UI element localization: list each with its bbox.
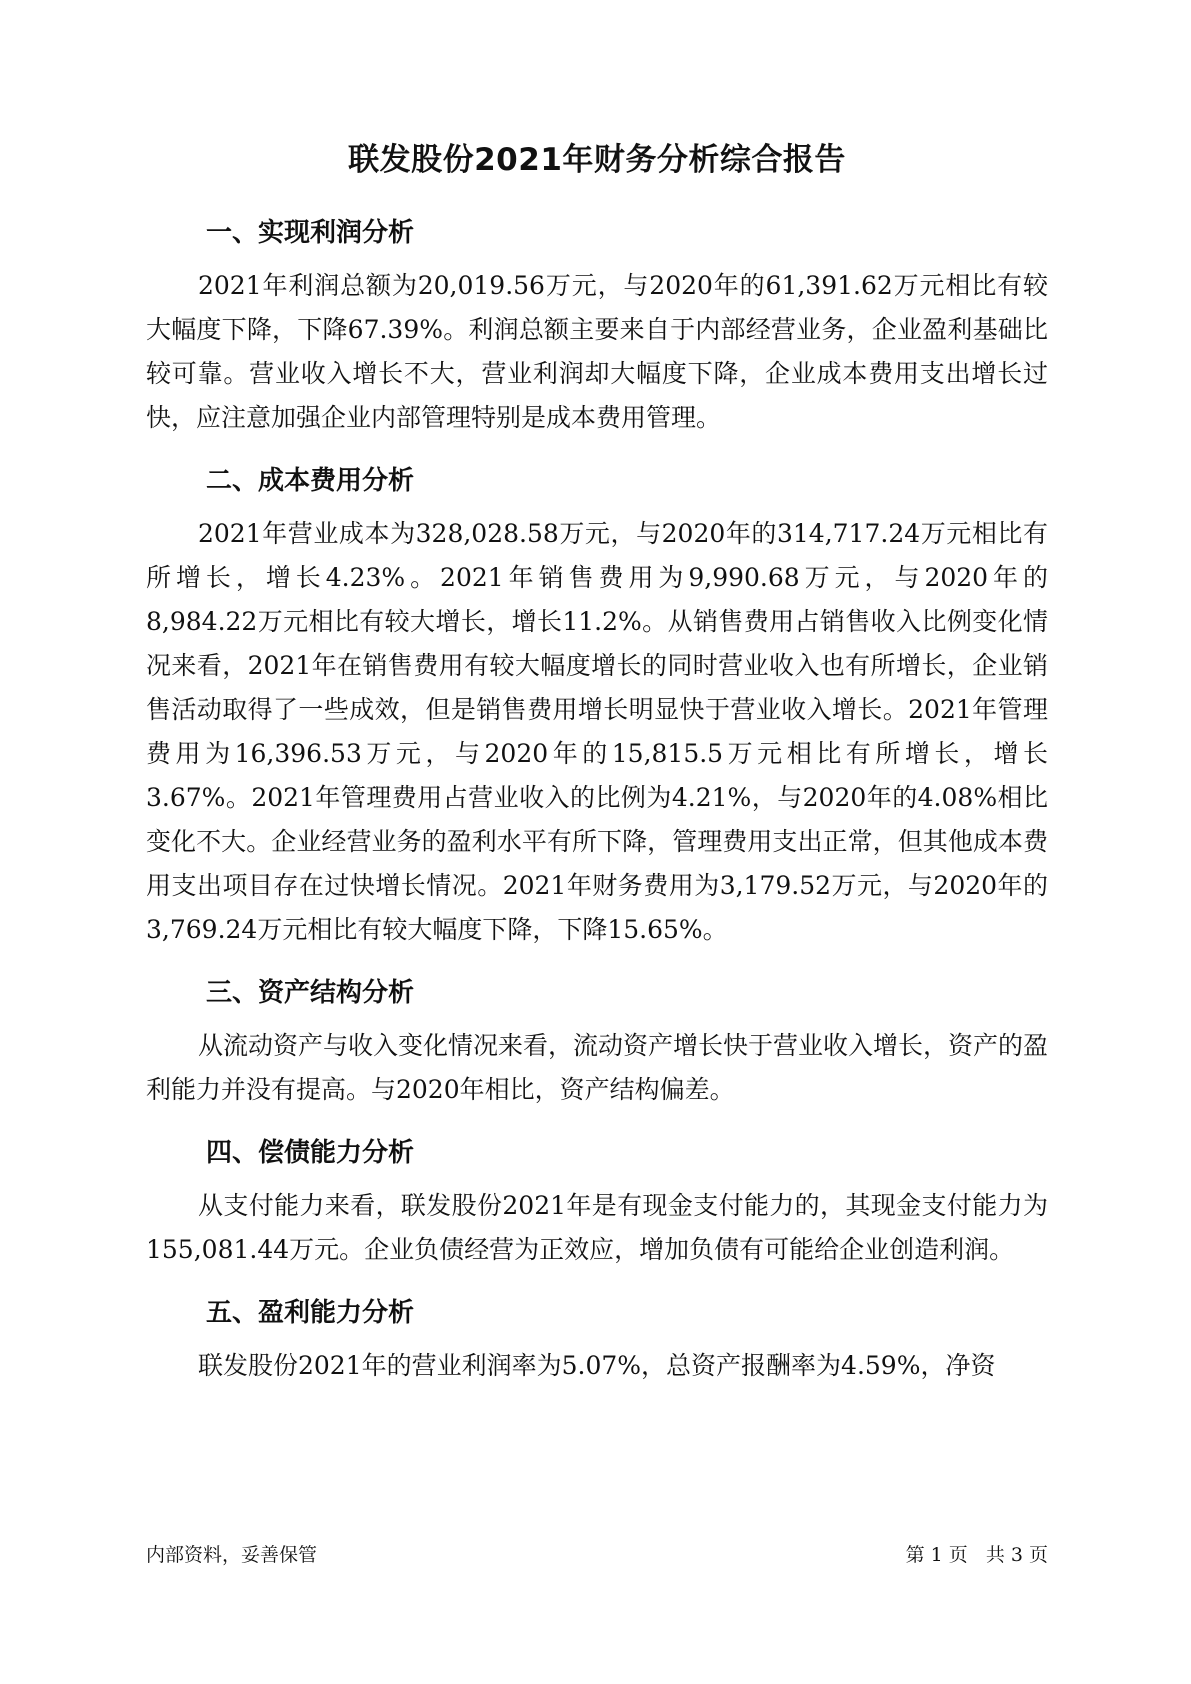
- section-paragraph: 从支付能力来看，联发股份2021年是有现金支付能力的，其现金支付能力为155,081.44万元。企业负债经营为正效应，增加负债有可能给企业创造利润。: [146, 1191, 1048, 1264]
- section-profit-analysis: [146, 216, 1048, 440]
- section-paragraph: 2021年营业成本为328,028.58万元，与2020年的314,717.24万元相比有所增长，增长4.23%。2021年销售费用为9,990.68万元，与2020年的8,984.22万元相比有较大增长，增长11.2%。从销售费用占销售收入比例变化情况来看，2021年在销售费用有较大幅度增长的同时营业收入也有所增长，企业销售活动取得了一些成效，但是销售费用增长明显快于营业收入增长。2021年管理费用为16,396.53万元，与2020年的15,815.5万元相比有所增长，增长3.67%。2021年管理费用占营业收入的比例为4.21%，与2020年的4.08%相比变化不大。企业经营业务的盈利水平有所下降，管理费用支出正常，但其他成本费用支出项目存在过快增长情况。2021年财务费用为3,179.52万元，与2020年的3,769.24万元相比有较大幅度下降，下降15.65%。: [146, 519, 1048, 944]
- section-solvency-analysis: [146, 1136, 1048, 1272]
- section-heading: 一、实现利润分析: [206, 218, 415, 248]
- section-paragraph: 2021年利润总额为20,019.56万元，与2020年的61,391.62万元相比有较大幅度下降，下降67.39%。利润总额主要来自于内部经营业务，企业盈利基础比较可靠。营业收入增长不大，营业利润却大幅度下降，企业成本费用支出增长过快，应注意加强企业内部管理特别是成本费用管理。: [146, 271, 1048, 432]
- section-heading: 五、盈利能力分析: [206, 1298, 415, 1328]
- section-heading: 二、成本费用分析: [206, 466, 415, 496]
- footer-page-number: [906, 1542, 1048, 1568]
- document-title: 联发股份2021年财务分析综合报告: [348, 142, 846, 178]
- section-profitability-analysis: [146, 1296, 1048, 1388]
- section-paragraph: 从流动资产与收入变化情况来看，流动资产增长快于营业收入增长，资产的盈利能力并没有提高。与2020年相比，资产结构偏差。: [146, 1031, 1049, 1104]
- footer-confidential-note: 内部资料，妥善保管: [146, 1544, 318, 1566]
- document-body: [146, 140, 1048, 1412]
- section-heading: 三、资产结构分析: [206, 978, 415, 1008]
- section-heading: 四、偿债能力分析: [206, 1138, 415, 1168]
- section-asset-structure: [146, 976, 1048, 1112]
- section-cost-analysis: [146, 464, 1048, 952]
- footer-total-label: 共 3 页: [985, 1544, 1048, 1566]
- footer-page-label: 第 1 页: [905, 1544, 968, 1566]
- section-paragraph: 联发股份2021年的营业利润率为5.07%，总资产报酬率为4.59%，净资: [198, 1351, 996, 1380]
- page-footer: [146, 1542, 1048, 1568]
